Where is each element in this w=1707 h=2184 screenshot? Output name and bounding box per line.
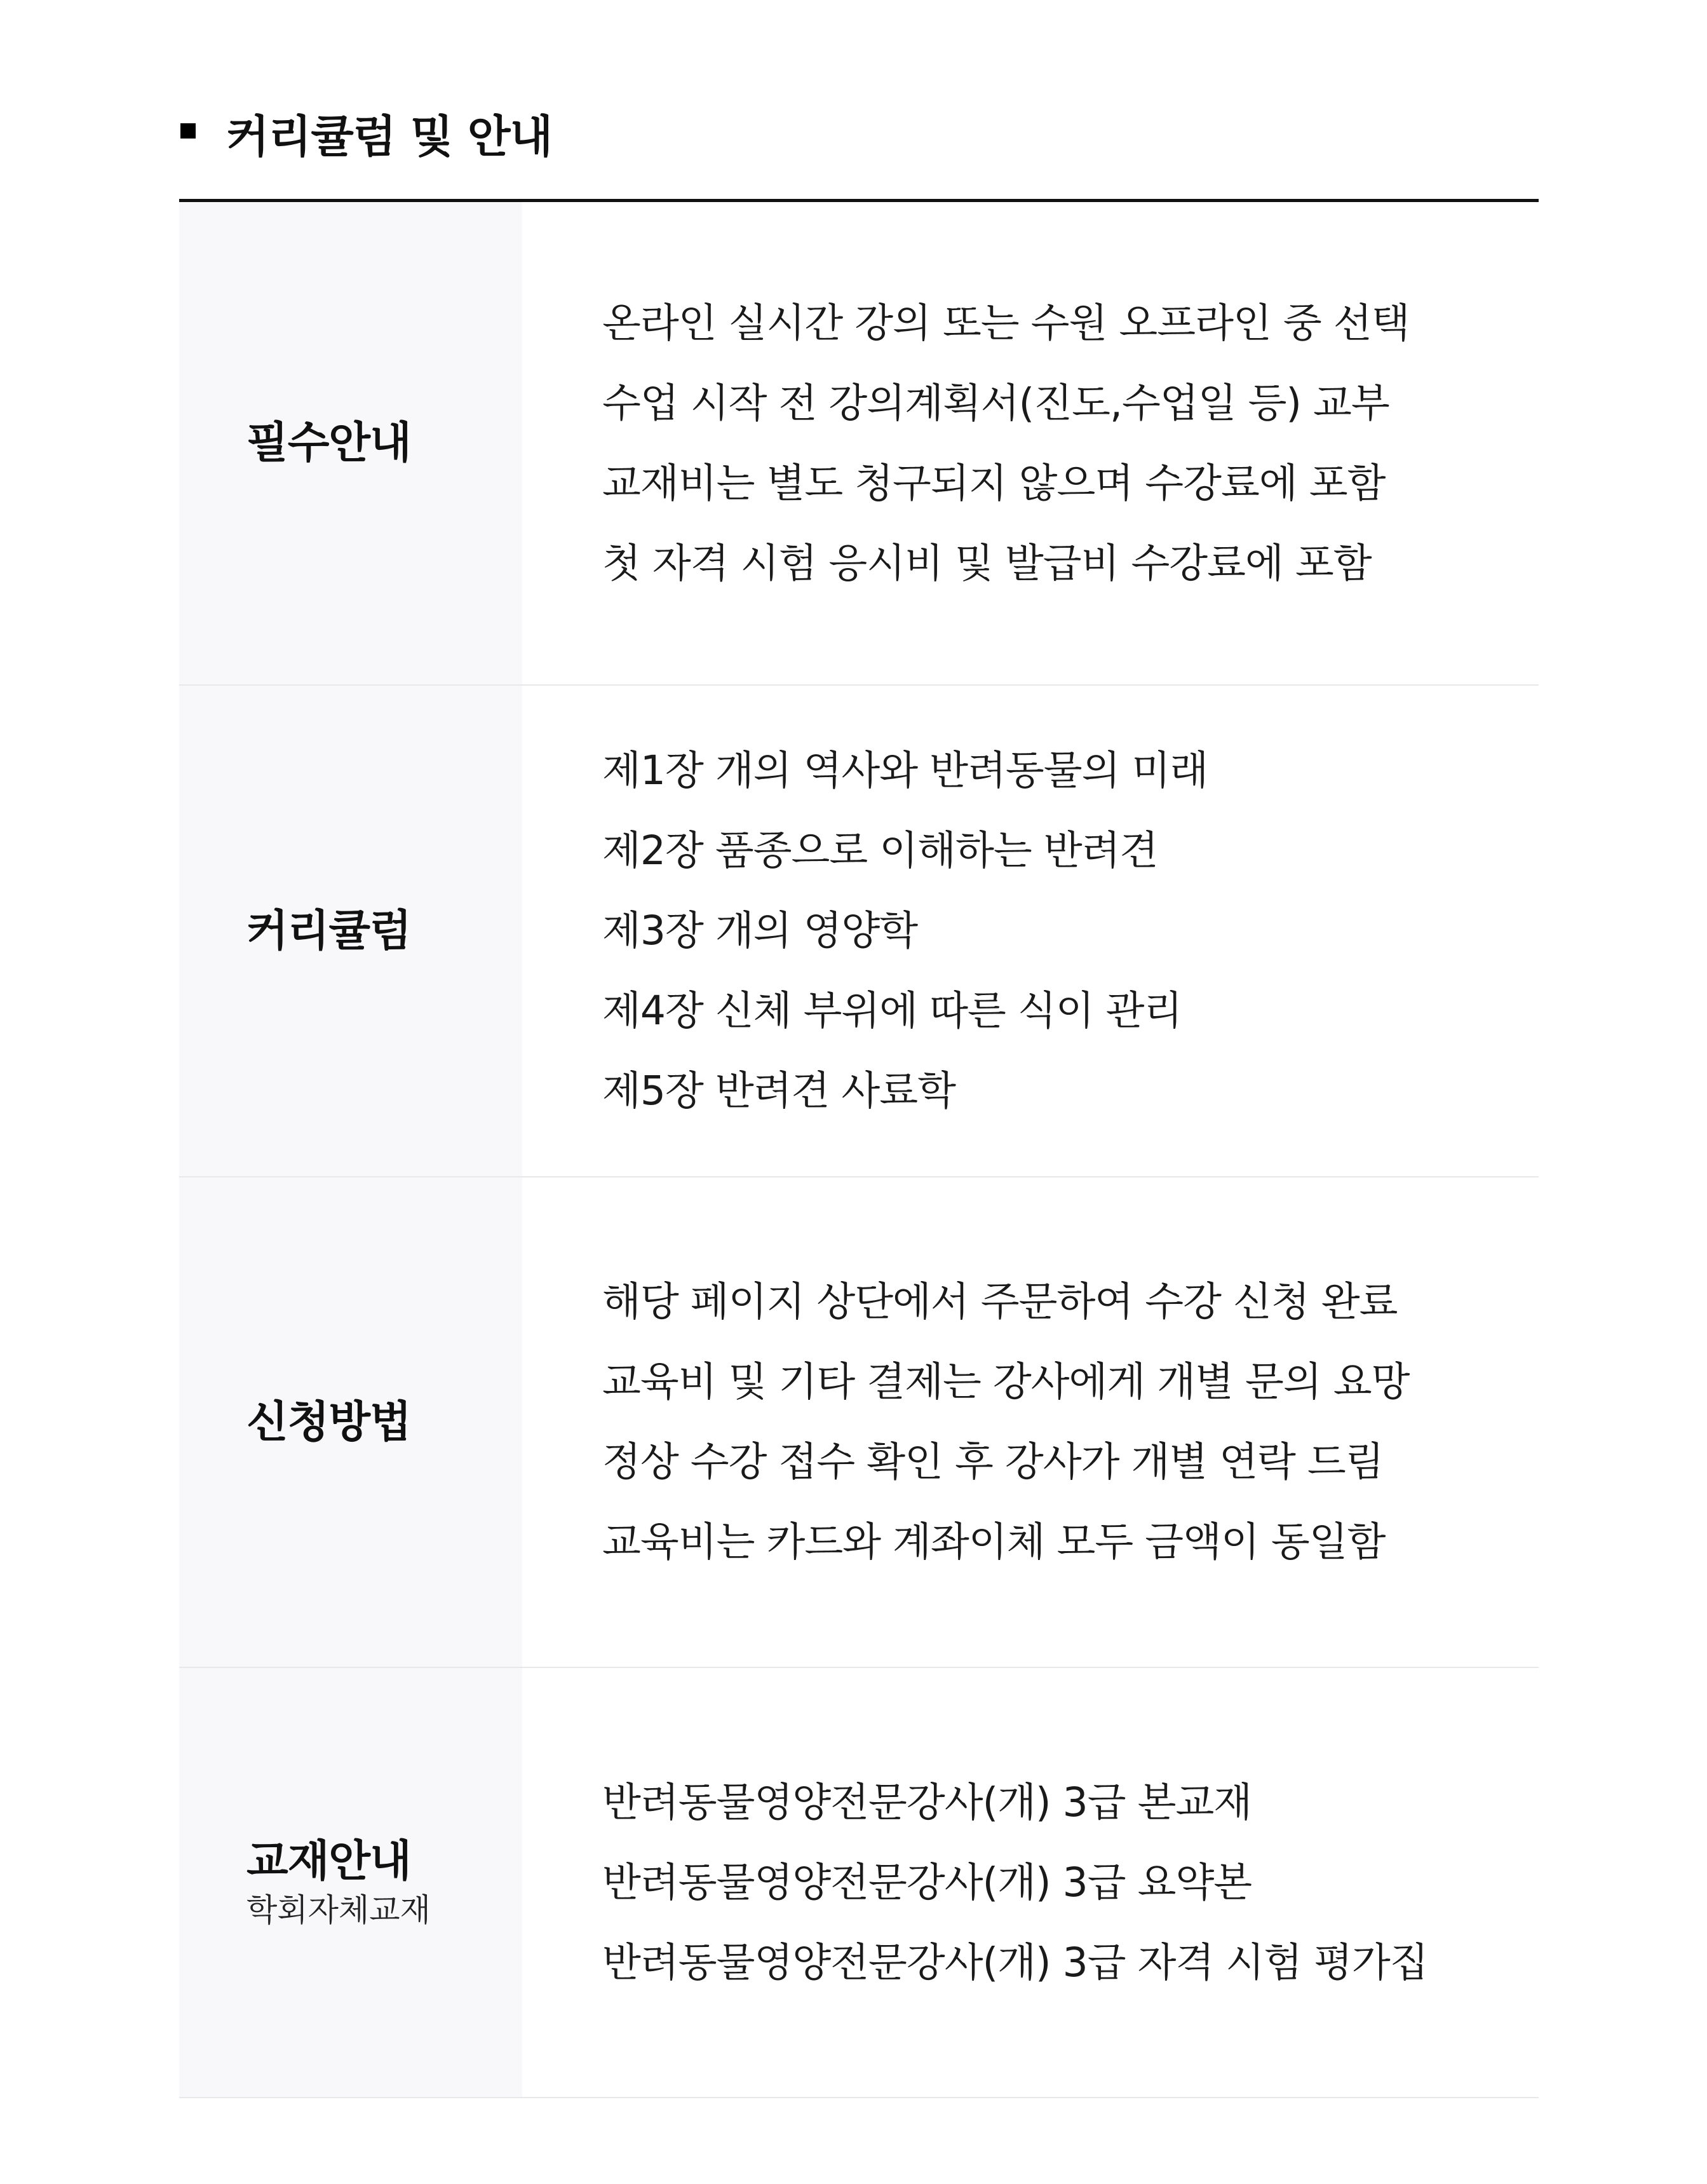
content-line: 온라인 실시간 강의 또는 수원 오프라인 중 선택	[602, 299, 1410, 346]
section-title: 커리큘럼 및 안내	[226, 111, 553, 163]
info-table	[179, 199, 1539, 2098]
row-content-cell	[522, 1668, 1539, 2097]
content-line: 교육비 및 기타 결제는 강사에게 개별 문의 요망	[602, 1359, 1410, 1405]
content-line: 반려동물영양전문강사(개) 3급 요약본	[602, 1859, 1252, 1906]
content-line: 교육비는 카드와 계좌이체 모두 금액이 동일함	[602, 1519, 1386, 1565]
section-header	[180, 102, 552, 172]
content-line: 교재비는 별도 청구되지 않으며 수강료에 포함	[602, 459, 1386, 506]
row-label: 필수안내	[246, 418, 411, 468]
row-content-cell	[522, 1177, 1539, 1667]
row-required-info	[179, 202, 1539, 686]
row-sublabel: 학회자체교재	[246, 1891, 431, 1929]
content-line: 제2장 품종으로 이해하는 반려견	[602, 827, 1158, 874]
content-line: 첫 자격 시험 응시비 및 발급비 수강료에 포함	[602, 539, 1372, 587]
row-label-cell	[179, 686, 522, 1176]
row-label-cell	[179, 1177, 522, 1667]
content-line: 제1장 개의 역사와 반려동물의 미래	[602, 747, 1208, 794]
content-line: 제3장 개의 영양학	[602, 907, 918, 954]
content-line: 반려동물영양전문강사(개) 3급 본교재	[602, 1779, 1252, 1826]
content-line: 제4장 신체 부위에 따른 식이 관리	[602, 987, 1182, 1034]
content-line: 제5장 반려견 사료학	[602, 1068, 955, 1114]
row-label: 교재안내	[246, 1836, 411, 1887]
square-bullet-icon	[180, 123, 196, 139]
row-textbook-info	[179, 1668, 1539, 2098]
row-content-cell	[522, 686, 1539, 1176]
content-line: 수업 시작 전 강의계획서(진도,수업일 등) 교부	[602, 379, 1389, 426]
content-line: 정상 수강 접수 확인 후 강사가 개별 연락 드림	[602, 1439, 1384, 1485]
row-label-cell	[179, 1668, 522, 2097]
row-application-method	[179, 1177, 1539, 1668]
row-curriculum	[179, 686, 1539, 1177]
row-label-cell	[179, 202, 522, 684]
row-content-cell	[522, 202, 1539, 684]
content-line: 반려동물영양전문강사(개) 3급 자격 시험 평가집	[602, 1939, 1428, 1986]
content-line: 해당 페이지 상단에서 주문하여 수강 신청 완료	[602, 1279, 1398, 1325]
row-label: 커리큘럼	[246, 905, 411, 956]
row-label: 신청방법	[246, 1397, 411, 1448]
